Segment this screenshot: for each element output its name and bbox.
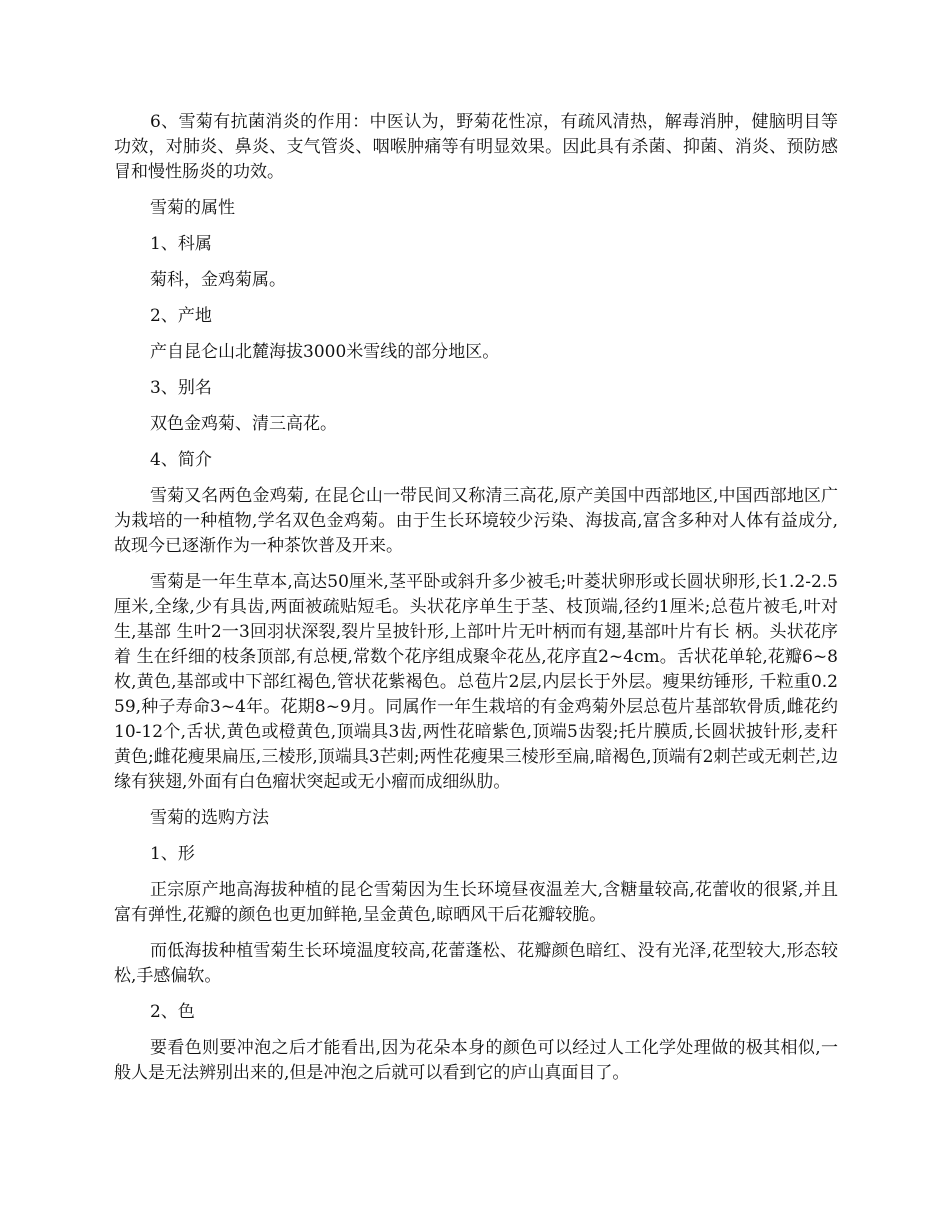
item-alias-heading: 3、别名: [150, 378, 212, 398]
item-family-heading: 1、科属: [150, 234, 212, 254]
color-paragraph: 要看色则要冲泡之后才能看出,因为花朵本身的颜色可以经过人工化学处理做的极其相似,一般人是无法辨别出来的,但是冲泡之后就可以看到它的庐山真面目了。: [114, 1038, 838, 1083]
section-buying-heading: 雪菊的选购方法: [150, 808, 269, 828]
family-paragraph: 菊科，金鸡菊属。: [150, 270, 286, 290]
document-page: [114, 110, 838, 1097]
intro-paragraph-2: 雪菊是一年生草本,高达50厘米,茎平卧或斜升多少被毛;叶菱状卵形或长圆状卵形,长1.2-2.5厘米,全缘,少有具齿,两面被疏贴短毛。头状花序单生于茎、枝顶端,径约1厘米;总苞片被毛,叶对生,基部 生叶2一3回羽状深裂,裂片呈披针形,上部叶片无叶柄而有翅,基部叶片有长 柄。头状花序着 生在纤细的枝条顶部,有总梗,常数个花序组成聚伞花丛,花序直2~4cm。舌状花单轮,花瓣6~8枚,黄色,基部或中下部红褐色,管状花紫褐色。总苞片2层,内层长于外层。瘦果纺锤形, 千粒重0.259,种子寿命3~4年。花期8~9月。同属作一年生栽培的有金鸡菊外层总苞片基部软骨质,雌花约10-12个,舌状,黄色或橙黄色,顶端具3齿,两性花暗紫色,顶端5齿裂;托片膜质,长圆状披针形,麦秆黄色;雌花瘦果扁压,三棱形,顶端具3芒刺;两性花瘦果三棱形至扁,暗褐色,顶端有2刺芒或无刺芒,边缘有狭翅,外面有白色瘤状突起或无小瘤而成细纵肋。: [114, 572, 838, 792]
effect-6-paragraph: 6、雪菊有抗菌消炎的作用：中医认为，野菊花性凉，有疏风清热，解毒消肿，健脑明目等功效，对肺炎、鼻炎、支气管炎、咽喉肿痛等有明显效果。因此具有杀菌、抑菌、消炎、预防感冒和慢性肠炎的功效。: [114, 112, 838, 182]
shape-paragraph-2: 而低海拔种植雪菊生长环境温度较高,花蕾蓬松、花瓣颜色暗红、没有光泽,花型较大,形态较松,手感偏软。: [114, 941, 838, 986]
item-shape-heading: 1、形: [150, 844, 195, 864]
intro-paragraph-1: 雪菊又名两色金鸡菊, 在昆仑山一带民间又称清三高花,原产美国中西部地区,中国西部地区广为栽培的一种植物,学名双色金鸡菊。由于生长环境较少污染、海拔高,富含多种对人体有益成分,故现今已逐渐作为一种茶饮普及开来。: [114, 486, 838, 556]
origin-paragraph: 产自昆仑山北麓海拔3000米雪线的部分地区。: [150, 342, 500, 362]
item-origin-heading: 2、产地: [150, 306, 212, 326]
item-intro-heading: 4、简介: [150, 450, 212, 470]
item-color-heading: 2、色: [150, 1002, 195, 1022]
alias-paragraph: 双色金鸡菊、清三高花。: [150, 414, 337, 434]
section-attributes-heading: 雪菊的属性: [150, 198, 235, 218]
shape-paragraph-1: 正宗原产地高海拔种植的昆仑雪菊因为生长环境昼夜温差大,含糖量较高,花蕾收的很紧,并且富有弹性,花瓣的颜色也更加鲜艳,呈金黄色,晾晒风干后花瓣较脆。: [114, 880, 838, 925]
